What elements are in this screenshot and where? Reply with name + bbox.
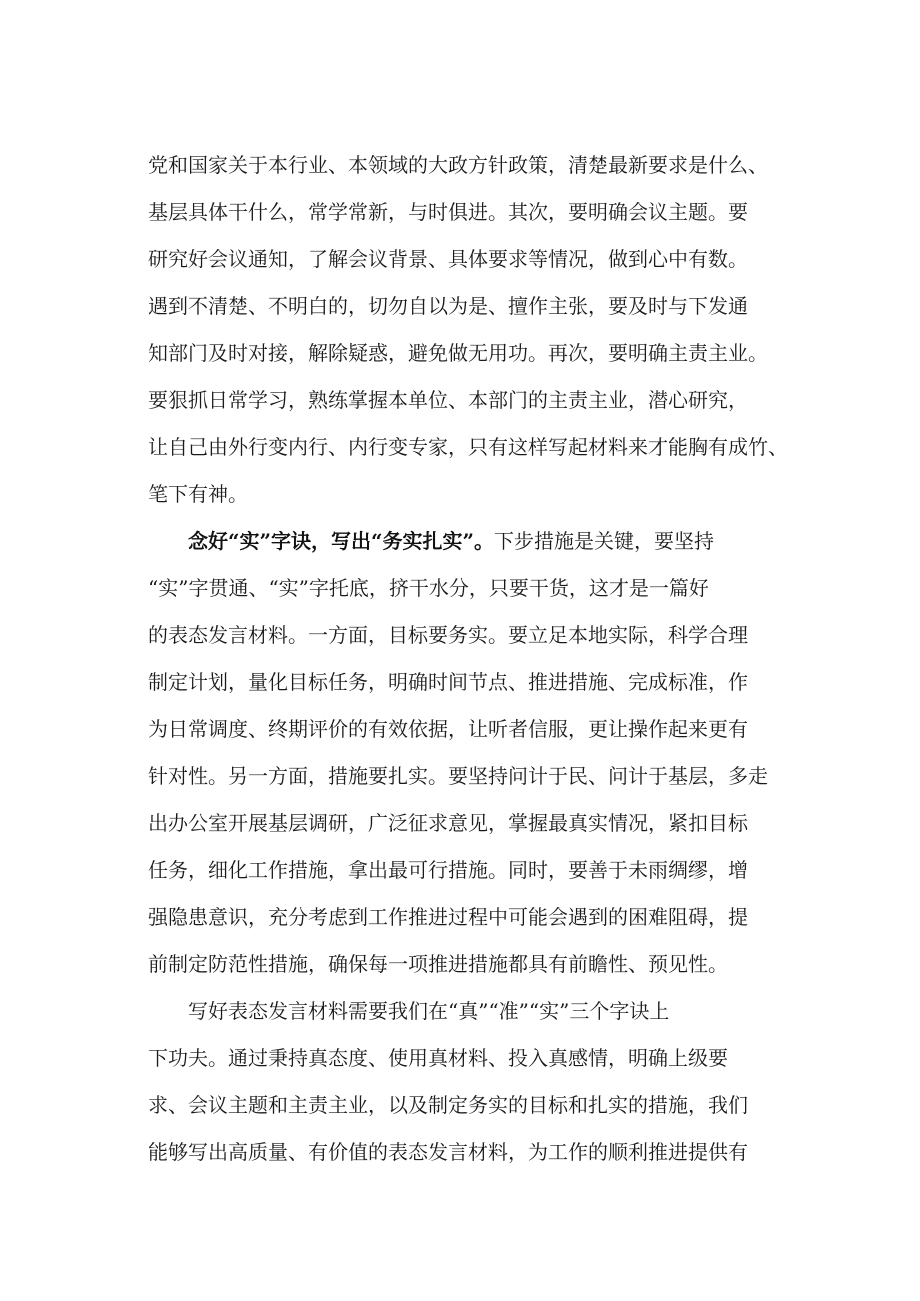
text-line: 任务，细化工作措施，拿出最可行措施。同时，要善于未雨绸缪，增 [148, 858, 748, 882]
text-line: 让自己由外行变内行、内行变专家，只有这样写起材料来才能胸有成竹、 [148, 435, 788, 459]
text-line: 要狠抓日常学习，熟练掌握本单位、本部门的主责主业，潜心研究， [148, 388, 748, 412]
text-line: 制定计划，量化目标任务，明确时间节点、推进措施、完成标准，作 [148, 670, 748, 694]
text-line: 强隐患意识，充分考虑到工作推进过程中可能会遇到的困难阻碍，提 [148, 905, 748, 929]
text-line: 求、会议主题和主责主业，以及制定务实的目标和扎实的措施，我们 [148, 1093, 748, 1117]
text-line: “实”字贯通、“实”字托底，挤干水分，只要干货，这才是一篇好 [148, 576, 709, 600]
section-heading-continuation: 下步措施是关键，要坚持 [494, 529, 715, 553]
text-line: 的表态发言材料。一方面，目标要务实。要立足本地实际，科学合理 [148, 623, 748, 647]
text-line: 为日常调度、终期评价的有效依据，让听者信服，更让操作起来更有 [148, 717, 748, 741]
text-line: 能够写出高质量、有价值的表态发言材料，为工作的顺利推进提供有 [148, 1140, 748, 1164]
text-line: 研究好会议通知，了解会议背景、具体要求等情况，做到心中有数。 [148, 247, 748, 271]
text-line: 前制定防范性措施，确保每一项推进措施都具有前瞻性、预见性。 [148, 952, 728, 976]
text-line: 下功夫。通过秉持真态度、使用真材料、投入真感情，明确上级要 [148, 1046, 728, 1070]
text-line: 基层具体干什么，常学常新，与时俱进。其次，要明确会议主题。要 [148, 200, 748, 224]
section-heading-line [188, 526, 848, 556]
text-line: 针对性。另一方面，措施要扎实。要坚持问计于民、问计于基层，多走 [148, 764, 768, 788]
text-line: 党和国家关于本行业、本领域的大政方针政策，清楚最新要求是什么、 [148, 153, 768, 177]
text-line: 遇到不清楚、不明白的，切勿自以为是、擅作主张，要及时与下发通 [148, 294, 748, 318]
text-line: 知部门及时对接，解除疑惑，避免做无用功。再次，要明确主责主业。 [148, 341, 768, 365]
text-line: 笔下有神。 [148, 482, 248, 506]
text-line: 出办公室开展基层调研，广泛征求意见，掌握最真实情况，紧扣目标 [148, 811, 748, 835]
text-line: 写好表态发言材料需要我们在“真”“准”“实”三个字诀上 [188, 999, 670, 1023]
section-heading: 念好“实”字诀，写出“务实扎实”。 [188, 529, 495, 553]
